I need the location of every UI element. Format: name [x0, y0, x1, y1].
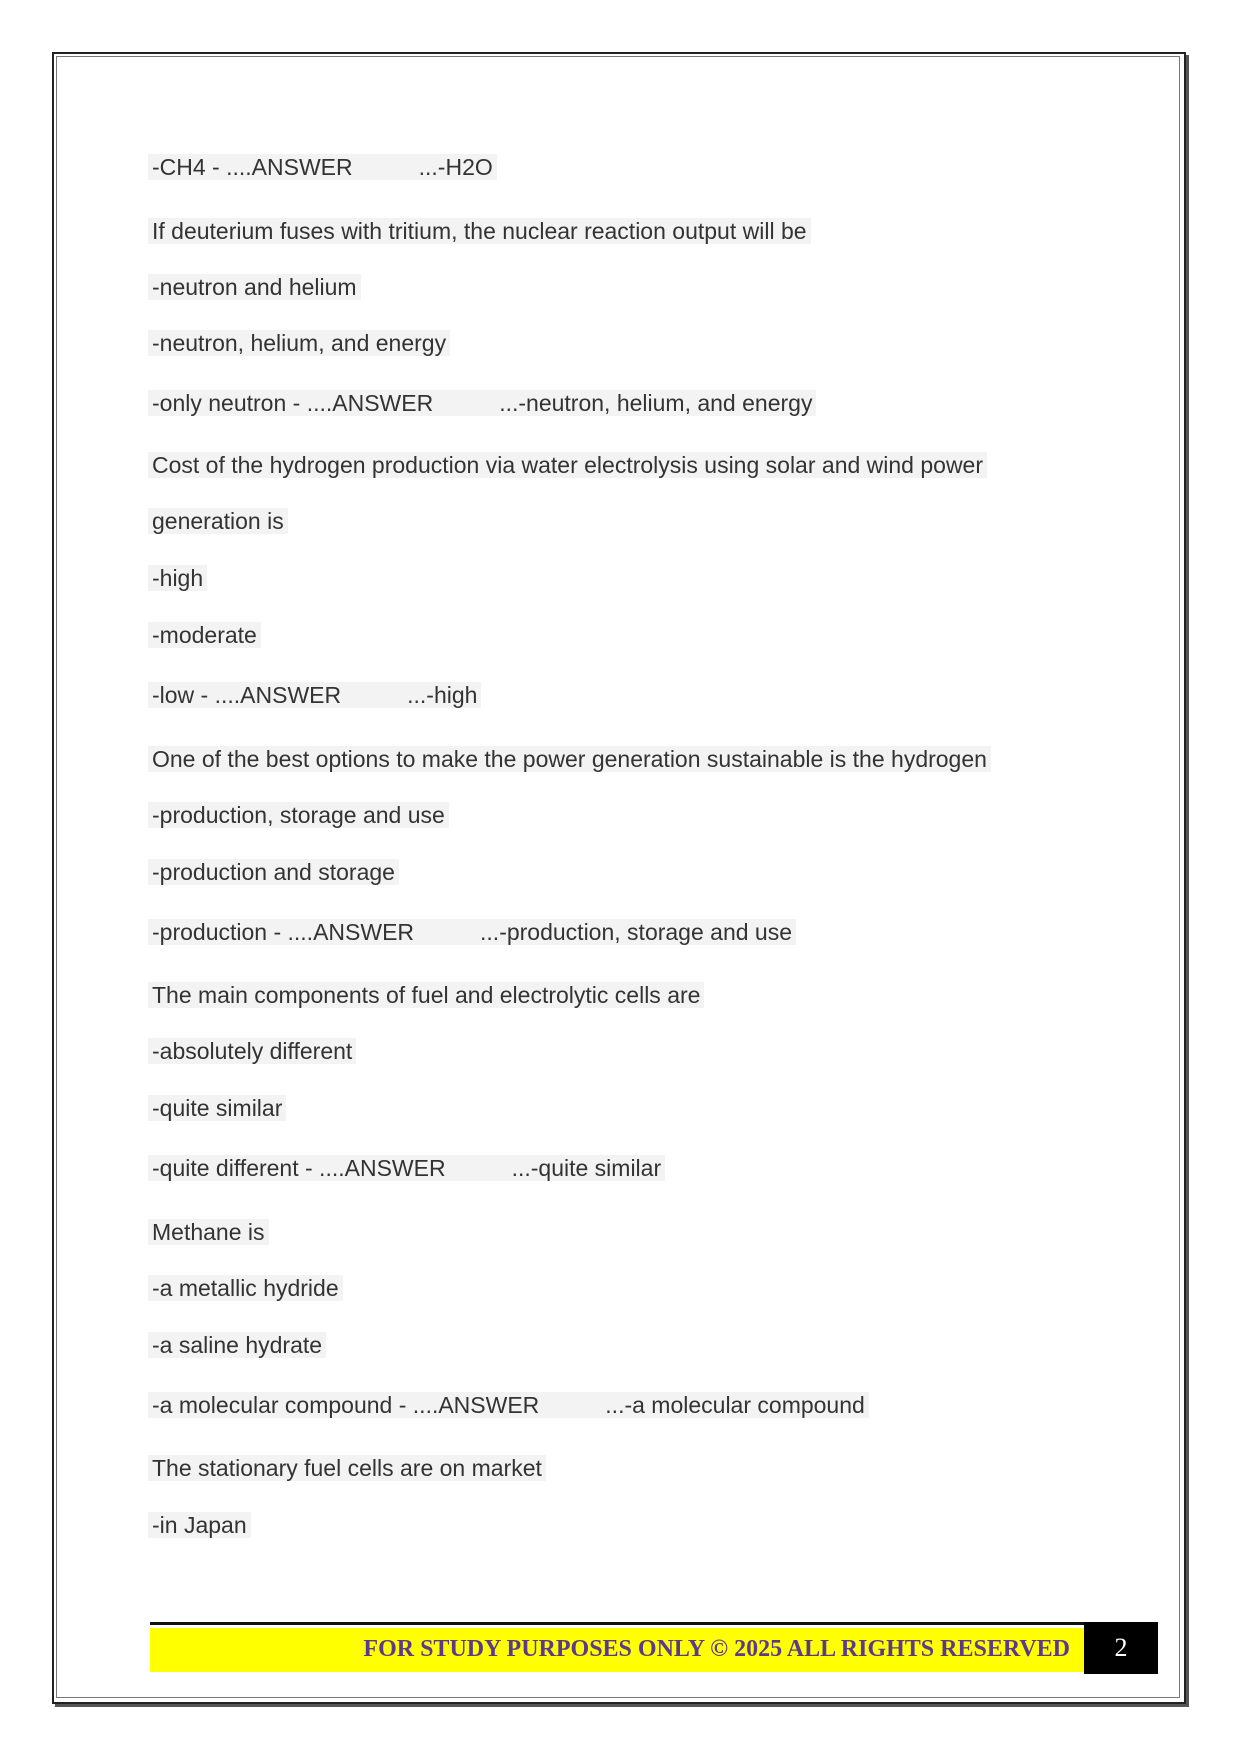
answer-line: -production - ....ANSWER ...-production, storage and use — [148, 915, 796, 949]
answer-line: -a molecular compound - ....ANSWER ...-a molecular compound — [148, 1388, 869, 1422]
option-text: -absolutely different — [148, 1034, 356, 1068]
answer-line: -quite different - ....ANSWER ...-quite similar — [148, 1151, 665, 1185]
answer-line: -CH4 - ....ANSWER ...-H2O — [148, 150, 497, 184]
footer-notice: FOR STUDY PURPOSES ONLY © 2025 ALL RIGHTS RESERVED — [363, 1636, 1070, 1662]
page-number: 2 — [1084, 1622, 1158, 1674]
question-text: The stationary fuel cells are on market — [148, 1451, 546, 1485]
option-text: -a metallic hydride — [148, 1271, 343, 1305]
footer-rule — [150, 1622, 1084, 1625]
option-text: -quite similar — [148, 1091, 286, 1125]
option-text: -high — [148, 561, 207, 595]
question-text: generation is — [148, 504, 288, 538]
question-text: If deuterium fuses with tritium, the nuclear reaction output will be — [148, 214, 811, 248]
footer-banner — [150, 1628, 1084, 1672]
question-text: The main components of fuel and electrolytic cells are — [148, 978, 704, 1012]
option-text: -in Japan — [148, 1508, 251, 1542]
question-text: Cost of the hydrogen production via water electrolysis using solar and wind power — [148, 448, 987, 482]
option-text: -moderate — [148, 618, 261, 652]
option-text: -a saline hydrate — [148, 1328, 326, 1362]
answer-line: -low - ....ANSWER ...-high — [148, 678, 481, 712]
question-text: Methane is — [148, 1215, 269, 1249]
option-text: -neutron and helium — [148, 270, 361, 304]
answer-line: -only neutron - ....ANSWER ...-neutron, helium, and energy — [148, 386, 816, 420]
option-text: -neutron, helium, and energy — [148, 326, 450, 360]
option-text: -production and storage — [148, 855, 399, 889]
question-text: One of the best options to make the power generation sustainable is the hydrogen — [148, 742, 991, 776]
option-text: -production, storage and use — [148, 798, 449, 832]
